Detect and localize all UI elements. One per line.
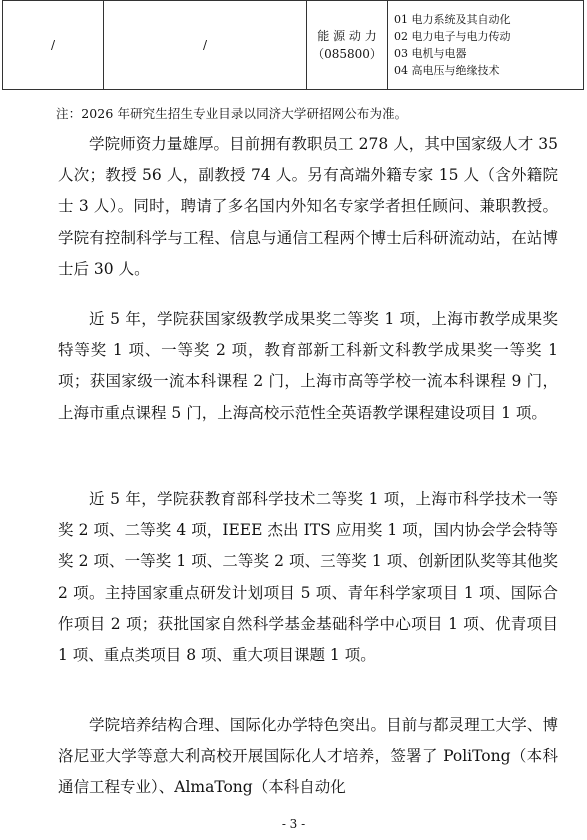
direction-item: 01 电力系统及其自动化 [394,13,511,26]
discipline-table [2,0,584,90]
discipline-cell [307,1,388,90]
table-cell-col1: / [3,1,104,90]
paragraph-faculty: 学院师资力量雄厚。目前拥有教职员工 278 人，其中国家级人才 35 人次；教授 56 人，副教授 74 人。另有高端外籍专家 15 人（含外籍院士 3 人）。同时，聘请了多名国内外知名专家学者担任顾问、兼职教授。学院有控制科学与工程、信息与通信工程两个博士后科研流动站，在站博士后 30 人。 [58,135,558,278]
discipline-name: 能 源 动 力 [317,29,377,43]
paragraph-teaching-awards: 近 5 年，学院获国家级教学成果奖二等奖 1 项，上海市教学成果奖特等奖 1 项、一等奖 2 项，教育部新工科新文科教学成果奖一等奖 1 项；获国家级一流本科课程 2 门，上海市高等学校一流本科课程 9 门，上海市重点课程 5 门，上海高校示范性全英语教学课程建设项目 1 项。 [58,310,558,422]
direction-item: 04 高电压与绝缘技术 [394,64,500,77]
discipline-code: （085800） [312,47,382,61]
paragraph-international: 学院培养结构合理、国际化办学特色突出。目前与都灵理工大学、博洛尼亚大学等意大利高校开展国际化人才培养，签署了 PoliTong（本科通信工程专业）、AlmaTong（本科自动化 [58,716,558,797]
direction-item: 02 电力电子与电力传动 [394,30,511,43]
table-row [3,1,584,90]
direction-item: 03 电机与电器 [394,47,467,60]
page-number: - 3 - [281,817,306,831]
table-note: 注：2026 年研究生招生专业目录以同济大学研招网公布为准。 [56,106,408,121]
research-directions-cell [388,1,584,90]
table-cell-col2: / [104,1,307,90]
paragraph-research-awards: 近 5 年，学院获教育部科学技术二等奖 1 项，上海市科学技术一等奖 2 项、二等奖 4 项，IEEE 杰出 ITS 应用奖 1 项，国内协会学会特等奖 2 项、一等奖 1 项、二等奖 2 项、三等奖 1 项、创新团队奖等其他奖 2 项。主持国家重点研发计划项目 5 项、青年科学家项目 1 项、国际合作项目 2 项；获批国家自然科学基金基础科学中心项目 1 项、优青项目 1 项、重点类项目 8 项、重大项目课题 1 项。 [58,490,558,665]
